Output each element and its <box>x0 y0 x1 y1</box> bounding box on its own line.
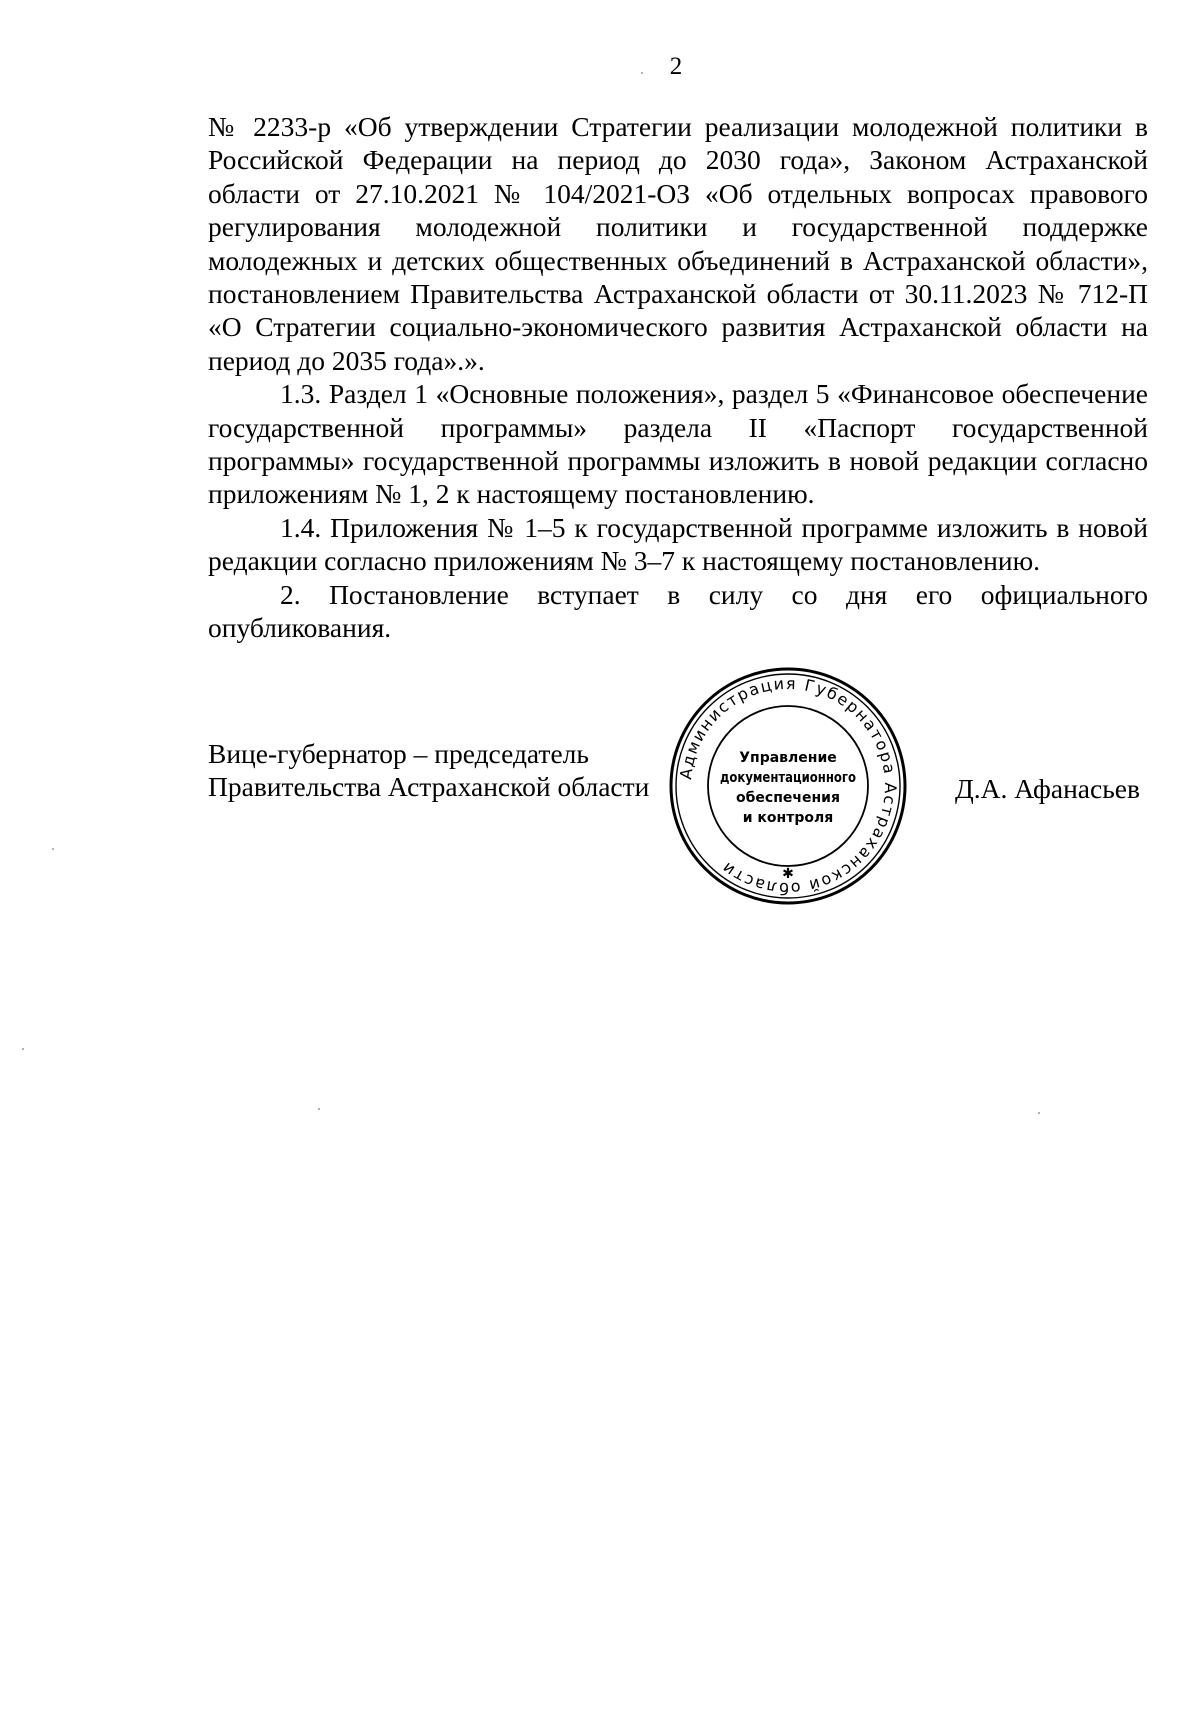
seal-center-line-4: и контроля <box>742 810 834 826</box>
paragraph-2: 2. Постановление вступает в силу со дня его официального опубликования. <box>208 578 1148 644</box>
signatory-position <box>208 737 649 804</box>
document-body <box>208 110 1148 645</box>
signatory-position-line-1: Вице-губернатор – председатель <box>208 738 589 769</box>
scan-speck <box>22 1048 24 1050</box>
page-number: 2 <box>669 53 683 80</box>
paragraph-1-4: 1.4. Приложения № 1–5 к государственной программе изложить в новой редакции согласно приложениям № 3–7 к настоящему постановлению. <box>208 511 1148 577</box>
scan-speck <box>641 72 643 74</box>
paragraph-1-3: 1.3. Раздел 1 «Основные положения», раздел 5 «Финансовое обеспечение государственной программы» раздела II «Паспорт государственной программы» государственной программы изложить в новой редакции согласно приложениям № 1, 2 к настоящему постановлению. <box>208 378 1148 510</box>
seal-center-line-2: документационного <box>720 770 857 786</box>
seal-ring-text: Администрация Губернатора Астраханской области <box>676 673 901 899</box>
scan-speck <box>52 848 54 850</box>
seal-center-line-1: Управление <box>739 750 837 766</box>
scan-speck <box>318 1108 320 1110</box>
official-seal <box>668 666 908 906</box>
signatory-position-line-2: Правительства Астраханской области <box>208 771 650 803</box>
signatory-name: Д.А. Афанасьев <box>955 773 1140 804</box>
seal-center-line-3: обеспечения <box>736 790 840 806</box>
scan-speck <box>1038 1112 1040 1114</box>
paragraph-intro: № 2233-р «Об утверждении Стратегии реализации молодежной политики в Российской Федерации на период до 2030 года», Законом Астраханской области от 27.10.2021 № 104/2021-ОЗ «Об отдельных вопросах правового регулирования молодежной политики и государственной поддержке молодежных и детских общественных объединений в Астраханской области», постановлением Правительства Астраханской области от 30.11.2023 № 712-П «О Стратегии социально-экономического развития Астраханской области на период до 2035 года».». <box>208 111 1148 376</box>
seal-star: ✱ <box>782 866 794 882</box>
